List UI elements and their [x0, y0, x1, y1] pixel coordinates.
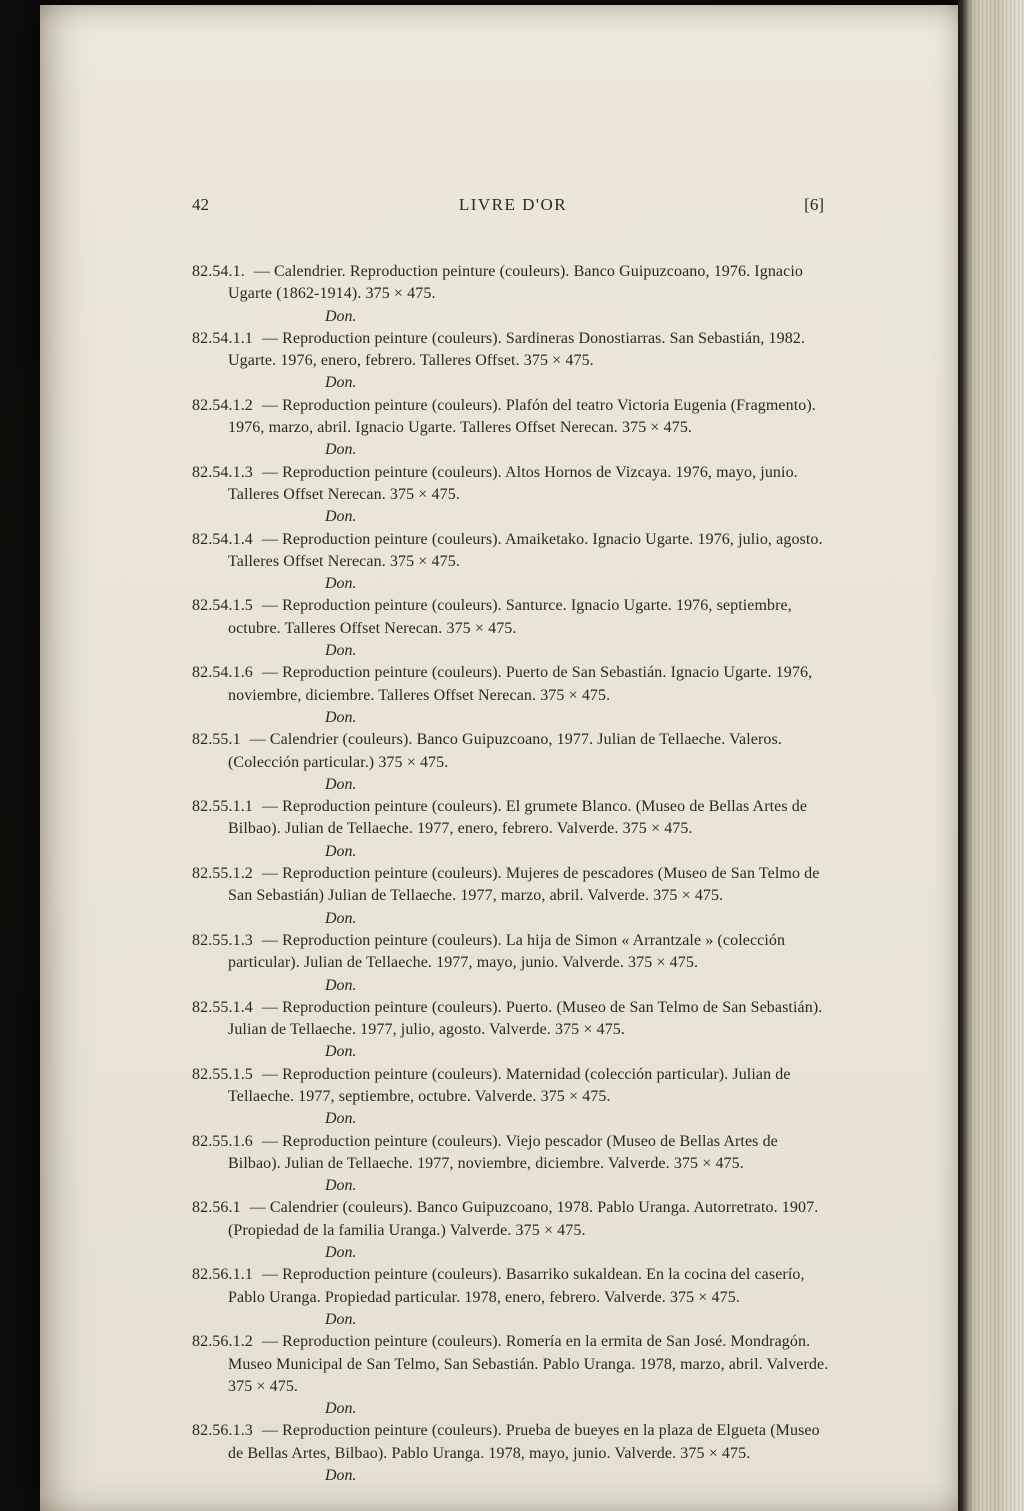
- entry-donation-note: Don.: [325, 307, 357, 325]
- entry-id: 82.55.1.1: [192, 798, 253, 816]
- entry-body: — Reproduction peinture (couleurs). Plafón del teatro Victoria Eugenia (Fragmento). 1976, marzo, abril. Ignacio Ugarte. Talleres Offset Nerecan. 375 × 475.: [228, 396, 816, 437]
- entry-text: [192, 997, 834, 1042]
- catalog-entry: [192, 261, 834, 328]
- catalog-entry: [192, 997, 834, 1064]
- entry-text: [192, 1331, 834, 1398]
- entry-body: — Calendrier (couleurs). Banco Guipuzcoano, 1978. Pablo Uranga. Autorretrato. 1907. (Propiedad de la familia Uranga.) Valverde. 375 × 475.: [228, 1199, 819, 1239]
- entry-id: 82.55.1.3: [192, 931, 253, 949]
- catalog-entry: [192, 930, 834, 997]
- book-page: [40, 5, 958, 1511]
- entry-donation-note: Don.: [325, 374, 357, 392]
- entry-id: 82.54.1.1: [192, 329, 253, 347]
- entry-id: 82.54.1.6: [192, 664, 253, 682]
- entry-text: [192, 729, 834, 774]
- entry-donation-note: Don.: [325, 441, 357, 459]
- catalog-entry: [192, 462, 834, 529]
- entry-body: — Reproduction peinture (couleurs). Altos Hornos de Vizcaya. 1976, mayo, junio. Talleres Offset Nerecan. 375 × 475.: [228, 463, 798, 503]
- entry-body: — Reproduction peinture (couleurs). El grumete Blanco. (Museo de Bellas Artes de Bilbao). Julian de Tellaeche. 1977, enero, febrero. Valverde. 375 × 475.: [228, 798, 808, 838]
- entry-donation-note: Don.: [325, 1177, 357, 1195]
- catalog-entry: [192, 796, 834, 863]
- entry-id: 82.54.1.2: [192, 396, 253, 414]
- entry-text: [192, 261, 834, 306]
- entry-body: — Calendrier. Reproduction peinture (couleurs). Banco Guipuzcoano, 1976. Ignacio Ugarte (1862-1914). 375 × 475.: [228, 263, 803, 303]
- entry-donation-note: Don.: [325, 1110, 357, 1128]
- entry-text: [192, 595, 834, 640]
- catalog-entry: [192, 1197, 834, 1264]
- catalog-entry: [192, 1331, 834, 1420]
- entry-body: — Reproduction peinture (couleurs). Mujeres de pescadores (Museo de San Telmo de San Sebastián) Julian de Tellaeche. 1977, marzo, abril. Valverde. 375 × 475.: [228, 865, 820, 905]
- entry-donation-note: Don.: [325, 1043, 357, 1061]
- entry-donation-note: Don.: [325, 1310, 357, 1328]
- entry-id: 82.55.1.5: [192, 1065, 253, 1083]
- catalog-entry: [192, 729, 834, 796]
- entry-text: [192, 1064, 834, 1109]
- entry-donation-note: Don.: [325, 1244, 357, 1262]
- entry-id: 82.55.1.4: [192, 998, 253, 1016]
- page-content: [192, 195, 834, 1487]
- catalog-entries: [192, 261, 834, 1487]
- entry-body: — Reproduction peinture (couleurs). Prueba de bueyes en la plaza de Elgueta (Museo de Bellas Artes, Bilbao). Pablo Uranga. 1978, mayo, junio. Valverde. 375 × 475.: [228, 1422, 820, 1462]
- entry-body: — Reproduction peinture (couleurs). Puerto. (Museo de San Telmo de San Sebastián). Julian de Tellaeche. 1977, julio, agosto. Valverde. 375 × 475.: [228, 998, 823, 1039]
- entry-text: [192, 462, 834, 507]
- page-number: 42: [192, 195, 209, 214]
- catalog-entry: [192, 1420, 834, 1487]
- entry-text: [192, 863, 834, 908]
- catalog-entry: [192, 863, 834, 930]
- entry-body: — Reproduction peinture (couleurs). Sardineras Donostiarras. San Sebastián, 1982. Ugarte. 1976, enero, febrero. Talleres Offset. 375 × 475.: [228, 329, 805, 370]
- catalog-entry: [192, 395, 834, 462]
- entry-text: [192, 529, 834, 574]
- entry-id: 82.56.1.2: [192, 1333, 253, 1351]
- page-edge-stack: [958, 0, 1024, 1511]
- entry-body: — Reproduction peinture (couleurs). Puerto de San Sebastián. Ignacio Ugarte. 1976, noviembre, diciembre. Talleres Offset Nerecan. 375 × 475.: [228, 664, 813, 704]
- entry-id: 82.54.1.3: [192, 463, 253, 481]
- catalog-entry: [192, 595, 834, 662]
- entry-donation-note: Don.: [325, 976, 357, 994]
- entry-body: — Reproduction peinture (couleurs). Romería en la ermita de San José. Mondragón. Museo Municipal de San Telmo, San Sebastián. Pablo Uranga. 1978, marzo, abril. Valverde. 375 × 475.: [228, 1333, 829, 1395]
- entry-text: [192, 328, 834, 373]
- entry-text: [192, 930, 834, 975]
- entry-text: [192, 662, 834, 707]
- entry-id: 82.56.1: [192, 1199, 241, 1217]
- entry-donation-note: Don.: [325, 575, 357, 593]
- entry-text: [192, 796, 834, 841]
- catalog-entry: [192, 328, 834, 395]
- entry-text: [192, 1131, 834, 1176]
- entry-id: 82.56.1.1: [192, 1266, 253, 1284]
- entry-id: 82.56.1.3: [192, 1422, 253, 1440]
- entry-donation-note: Don.: [325, 775, 357, 793]
- entry-text: [192, 1264, 834, 1309]
- entry-id: 82.55.1: [192, 731, 241, 749]
- entry-donation-note: Don.: [325, 708, 357, 726]
- entry-text: [192, 1420, 834, 1465]
- entry-donation-note: Don.: [325, 909, 357, 927]
- entry-text: [192, 395, 834, 440]
- entry-body: — Reproduction peinture (couleurs). Viejo pescador (Museo de Bellas Artes de Bilbao). Julian de Tellaeche. 1977, noviembre, diciembre. Valverde. 375 × 475.: [228, 1132, 778, 1172]
- entry-body: — Reproduction peinture (couleurs). Amaiketako. Ignacio Ugarte. 1976, julio, agosto. Talleres Offset Nerecan. 375 × 475.: [228, 530, 823, 570]
- entry-donation-note: Don.: [325, 508, 357, 526]
- entry-id: 82.54.1.: [192, 263, 245, 280]
- entry-donation-note: Don.: [325, 1467, 357, 1485]
- entry-donation-note: Don.: [325, 842, 357, 860]
- catalog-entry: [192, 1131, 834, 1198]
- entry-body: — Reproduction peinture (couleurs). Basarriko sukaldean. En la cocina del caserío, Pablo Uranga. Propiedad particular. 1978, enero, febrero. Valverde. 375 × 475.: [228, 1266, 805, 1306]
- entry-text: [192, 1197, 834, 1242]
- catalog-entry: [192, 1064, 834, 1131]
- entry-donation-note: Don.: [325, 1400, 357, 1418]
- entry-id: 82.55.1.2: [192, 865, 253, 883]
- section-marker: [6]: [804, 195, 824, 214]
- entry-body: — Reproduction peinture (couleurs). Maternidad (colección particular). Julian de Tellaeche. 1977, septiembre, octubre. Valverde. 375 × 475.: [228, 1065, 791, 1105]
- entry-donation-note: Don.: [325, 642, 357, 660]
- entry-id: 82.54.1.5: [192, 597, 253, 615]
- catalog-entry: [192, 1264, 834, 1331]
- catalog-entry: [192, 662, 834, 729]
- entry-body: — Calendrier (couleurs). Banco Guipuzcoano, 1977. Julian de Tellaeche. Valeros. (Colección particular.) 375 × 475.: [228, 731, 782, 771]
- catalog-entry: [192, 529, 834, 596]
- running-title: LIVRE D'OR: [458, 195, 568, 214]
- entry-body: — Reproduction peinture (couleurs). La hija de Simon « Arrantzale » (colección particular). Julian de Tellaeche. 1977, mayo, junio. Valverde. 375 × 475.: [228, 931, 786, 972]
- entry-id: 82.55.1.6: [192, 1132, 253, 1150]
- page-header: [192, 195, 834, 217]
- entry-body: — Reproduction peinture (couleurs). Santurce. Ignacio Ugarte. 1976, septiembre, octubre. Talleres Offset Nerecan. 375 × 475.: [228, 597, 792, 637]
- entry-id: 82.54.1.4: [192, 530, 253, 548]
